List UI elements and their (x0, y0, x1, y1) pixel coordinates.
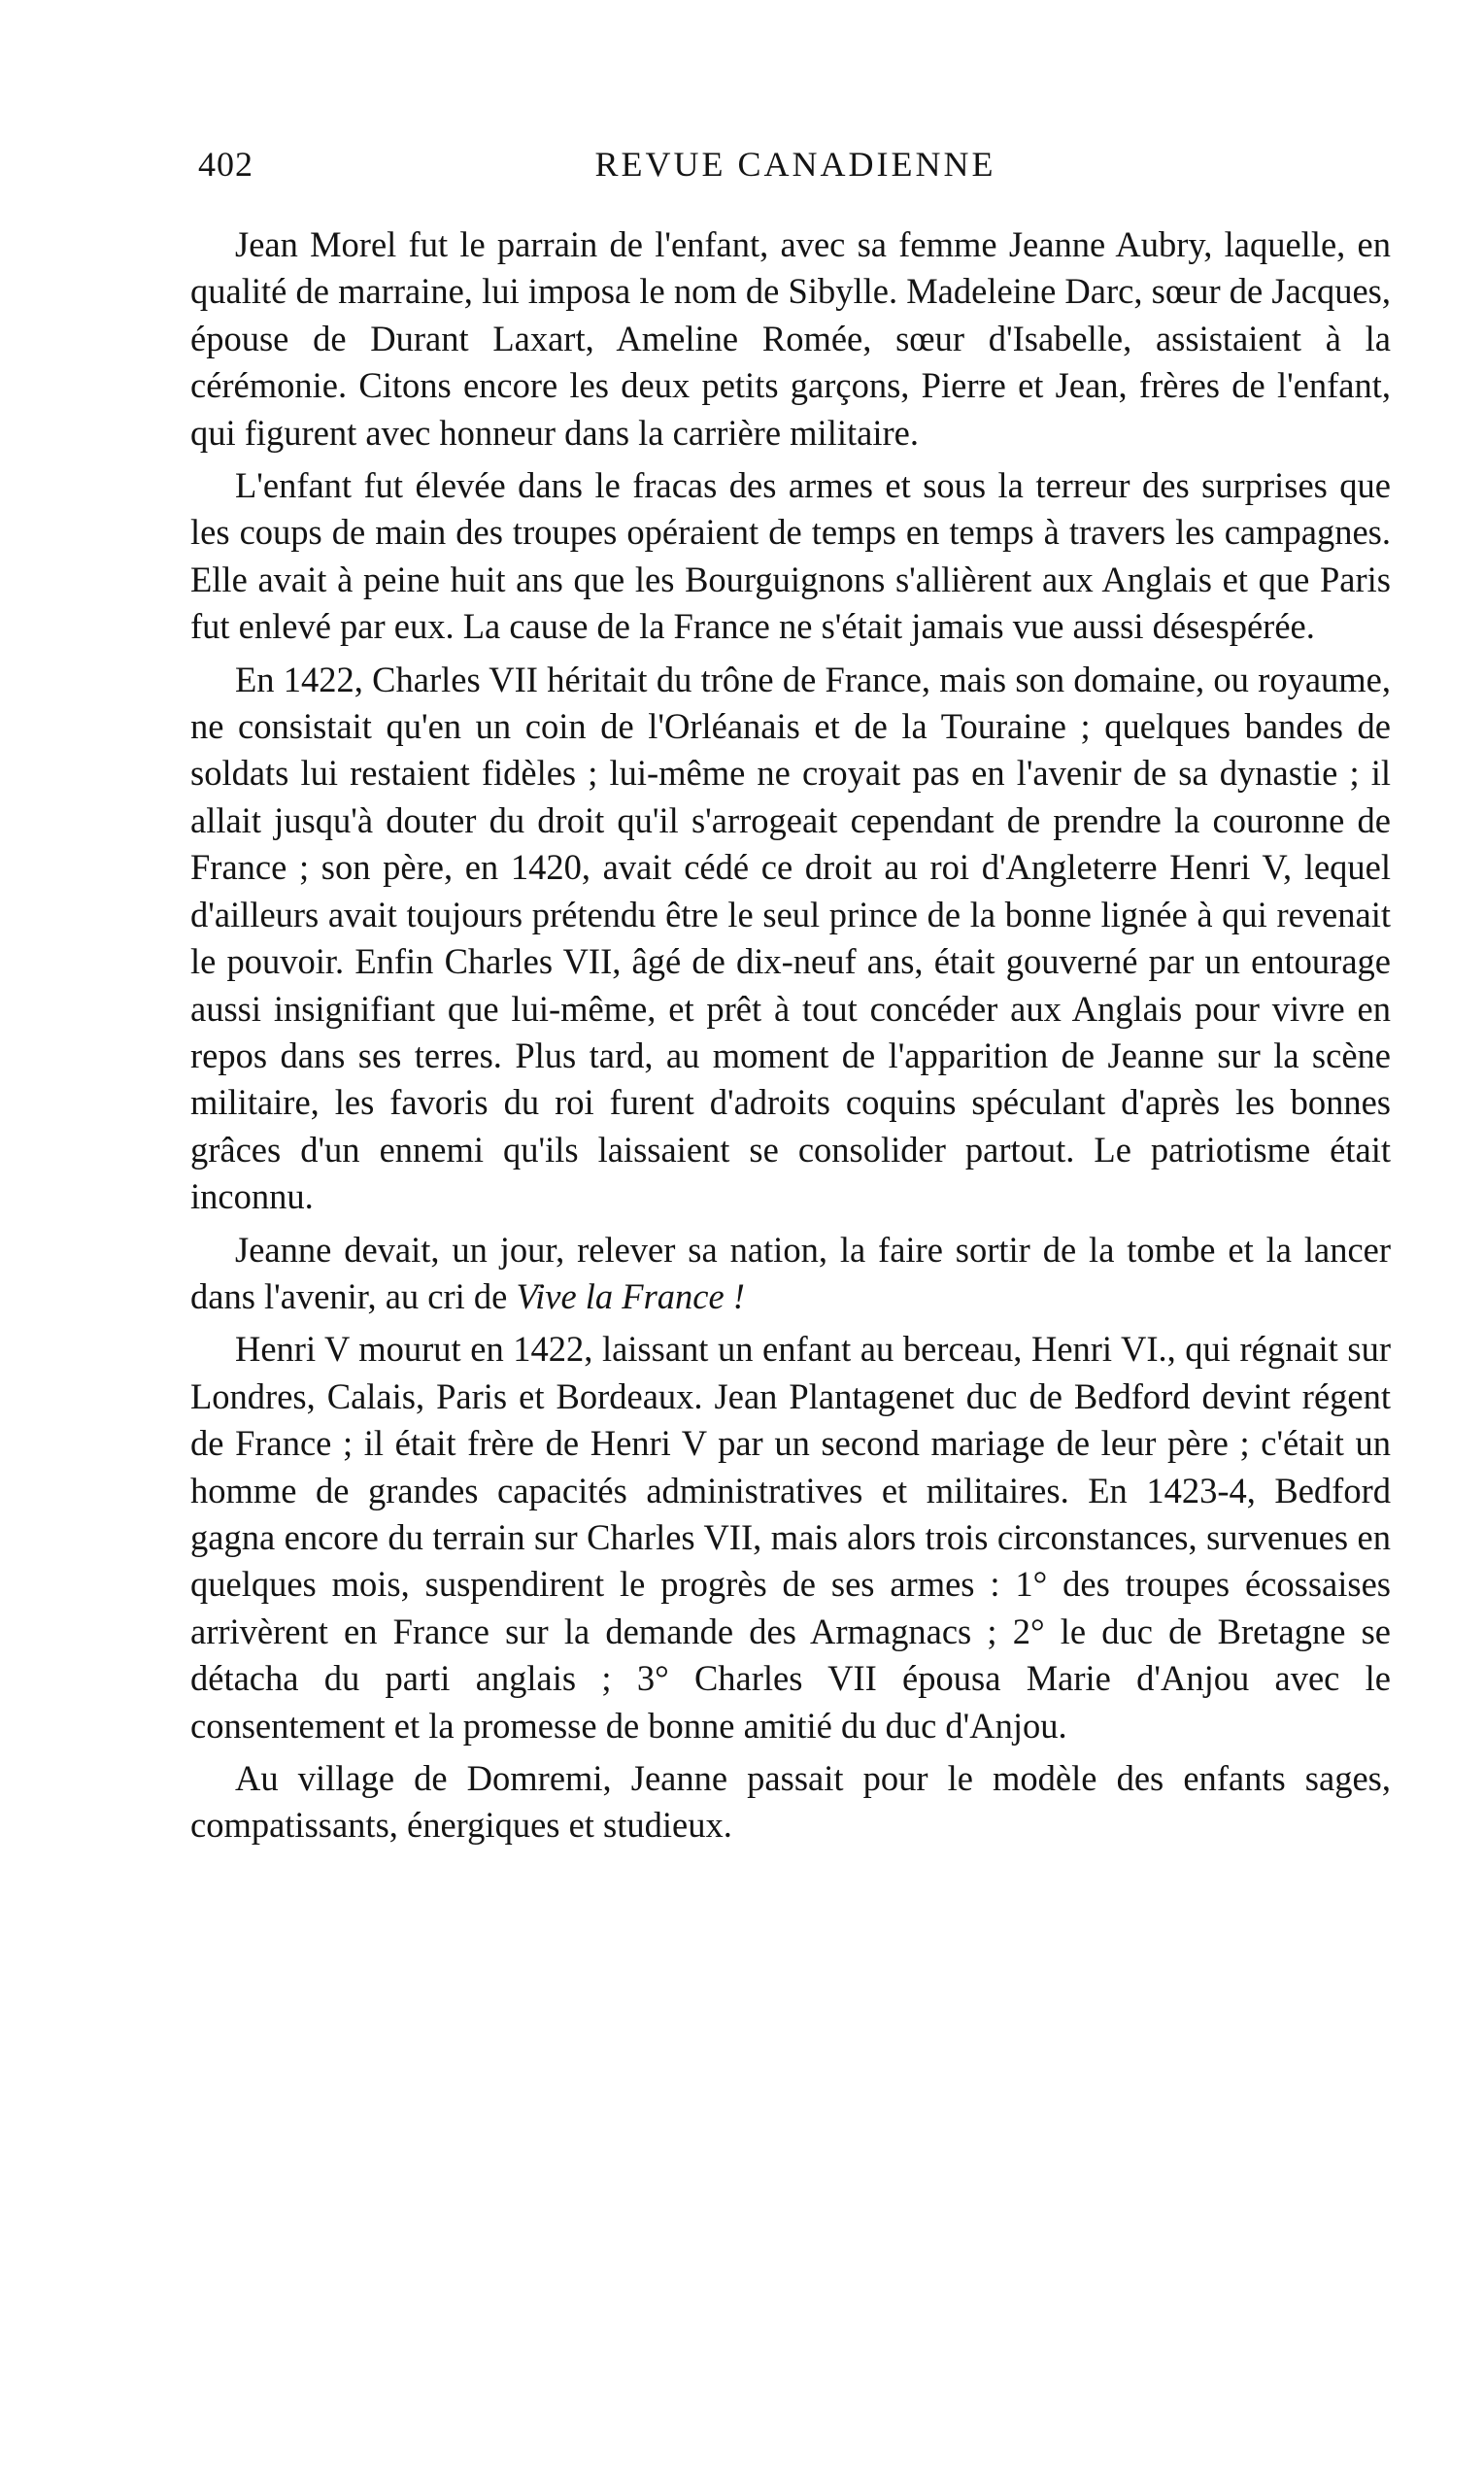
running-title: REVUE CANADIENNE (594, 145, 996, 184)
page-number: 402 (198, 145, 253, 184)
body-text (190, 221, 1391, 1849)
paragraph-jeanne-destiny-text: Jeanne devait, un jour, relever sa nation, la faire sortir de la tombe et la lancer dans l'avenir, au cri de (190, 1229, 1391, 1316)
paragraph-charles-vii: En 1422, Charles VII héritait du trône de France, mais son domaine, ou royaume, ne consistait qu'en un coin de l'Orléanais et de la Touraine ; quelques bandes de soldats lui restaient fidèles ; lui-même ne croyait pas en l'avenir de sa dynastie ; il allait jusqu'à douter du droit qu'il s'arrogeait cependant de prendre la couronne de France ; son père, en 1420, avait cédé ce droit au roi d'Angleterre Henri V, lequel d'ailleurs avait toujours prétendu être le seul prince de la bonne lignée à qui revenait le pouvoir. Enfin Charles VII, âgé de dix-neuf ans, était gouverné par un entourage aussi insignifiant que lui-même, et prêt à tout concéder aux Anglais pour vivre en repos dans ses terres. Plus tard, au moment de l'apparition de Jeanne sur la scène militaire, les favoris du roi furent d'adroits coquins spéculant d'après les bonnes grâces d'un ennemi qu'ils laissaient se consolider partout. Le patriotisme était inconnu. (190, 659, 1391, 1217)
paragraph-baptism: Jean Morel fut le parrain de l'enfant, avec sa femme Jeanne Aubry, laquelle, en qualité de marraine, lui imposa le nom de Sibylle. Madeleine Darc, sœur de Jacques, épouse de Durant Laxart, Ameline Romée, sœur d'Isabelle, assistaient à la cérémonie. Citons encore les deux petits garçons, Pierre et Jean, frères de l'enfant, qui figurent avec honneur dans la carrière militaire. (190, 224, 1391, 453)
paragraph-jeanne-destiny (190, 1227, 1391, 1321)
paragraph-domremi: Au village de Domremi, Jeanne passait pour le modèle des enfants sages, compatissants, énergiques et studieux. (190, 1758, 1391, 1846)
paragraph-henri-v: Henri V mourut en 1422, laissant un enfant au berceau, Henri VI., qui régnait sur Londres, Calais, Paris et Bordeaux. Jean Plantagenet duc de Bedford devint régent de France ; il était frère de Henri V par un second mariage de leur père ; c'était un homme de grandes capacités administratives et militaires. En 1423-4, Bedford gagna encore du terrain sur Charles VII, mais alors trois circonstances, survenues en quelques mois, suspendirent le progrès de ses armes : 1° des troupes écossaises arrivèrent en France sur la demande des Armagnacs ; 2° le duc de Bretagne se détacha du parti anglais ; 3° Charles VII épousa Marie d'Anjou avec le consentement et la promesse de bonne amitié du duc d'Anjou. (190, 1329, 1391, 1746)
page-header (198, 144, 1393, 192)
paragraph-childhood: L'enfant fut élevée dans le fracas des armes et sous la terreur des surprises que les coups de main des troupes opéraient de temps en temps à travers les campagnes. Elle avait à peine huit ans que les Bourguignons s'allièrent aux Anglais et que Paris fut enlevé par eux. La cause de la France ne s'était jamais vue aussi désespérée. (190, 465, 1391, 647)
paragraph-jeanne-destiny-cry: Vive la France ! (516, 1275, 745, 1316)
